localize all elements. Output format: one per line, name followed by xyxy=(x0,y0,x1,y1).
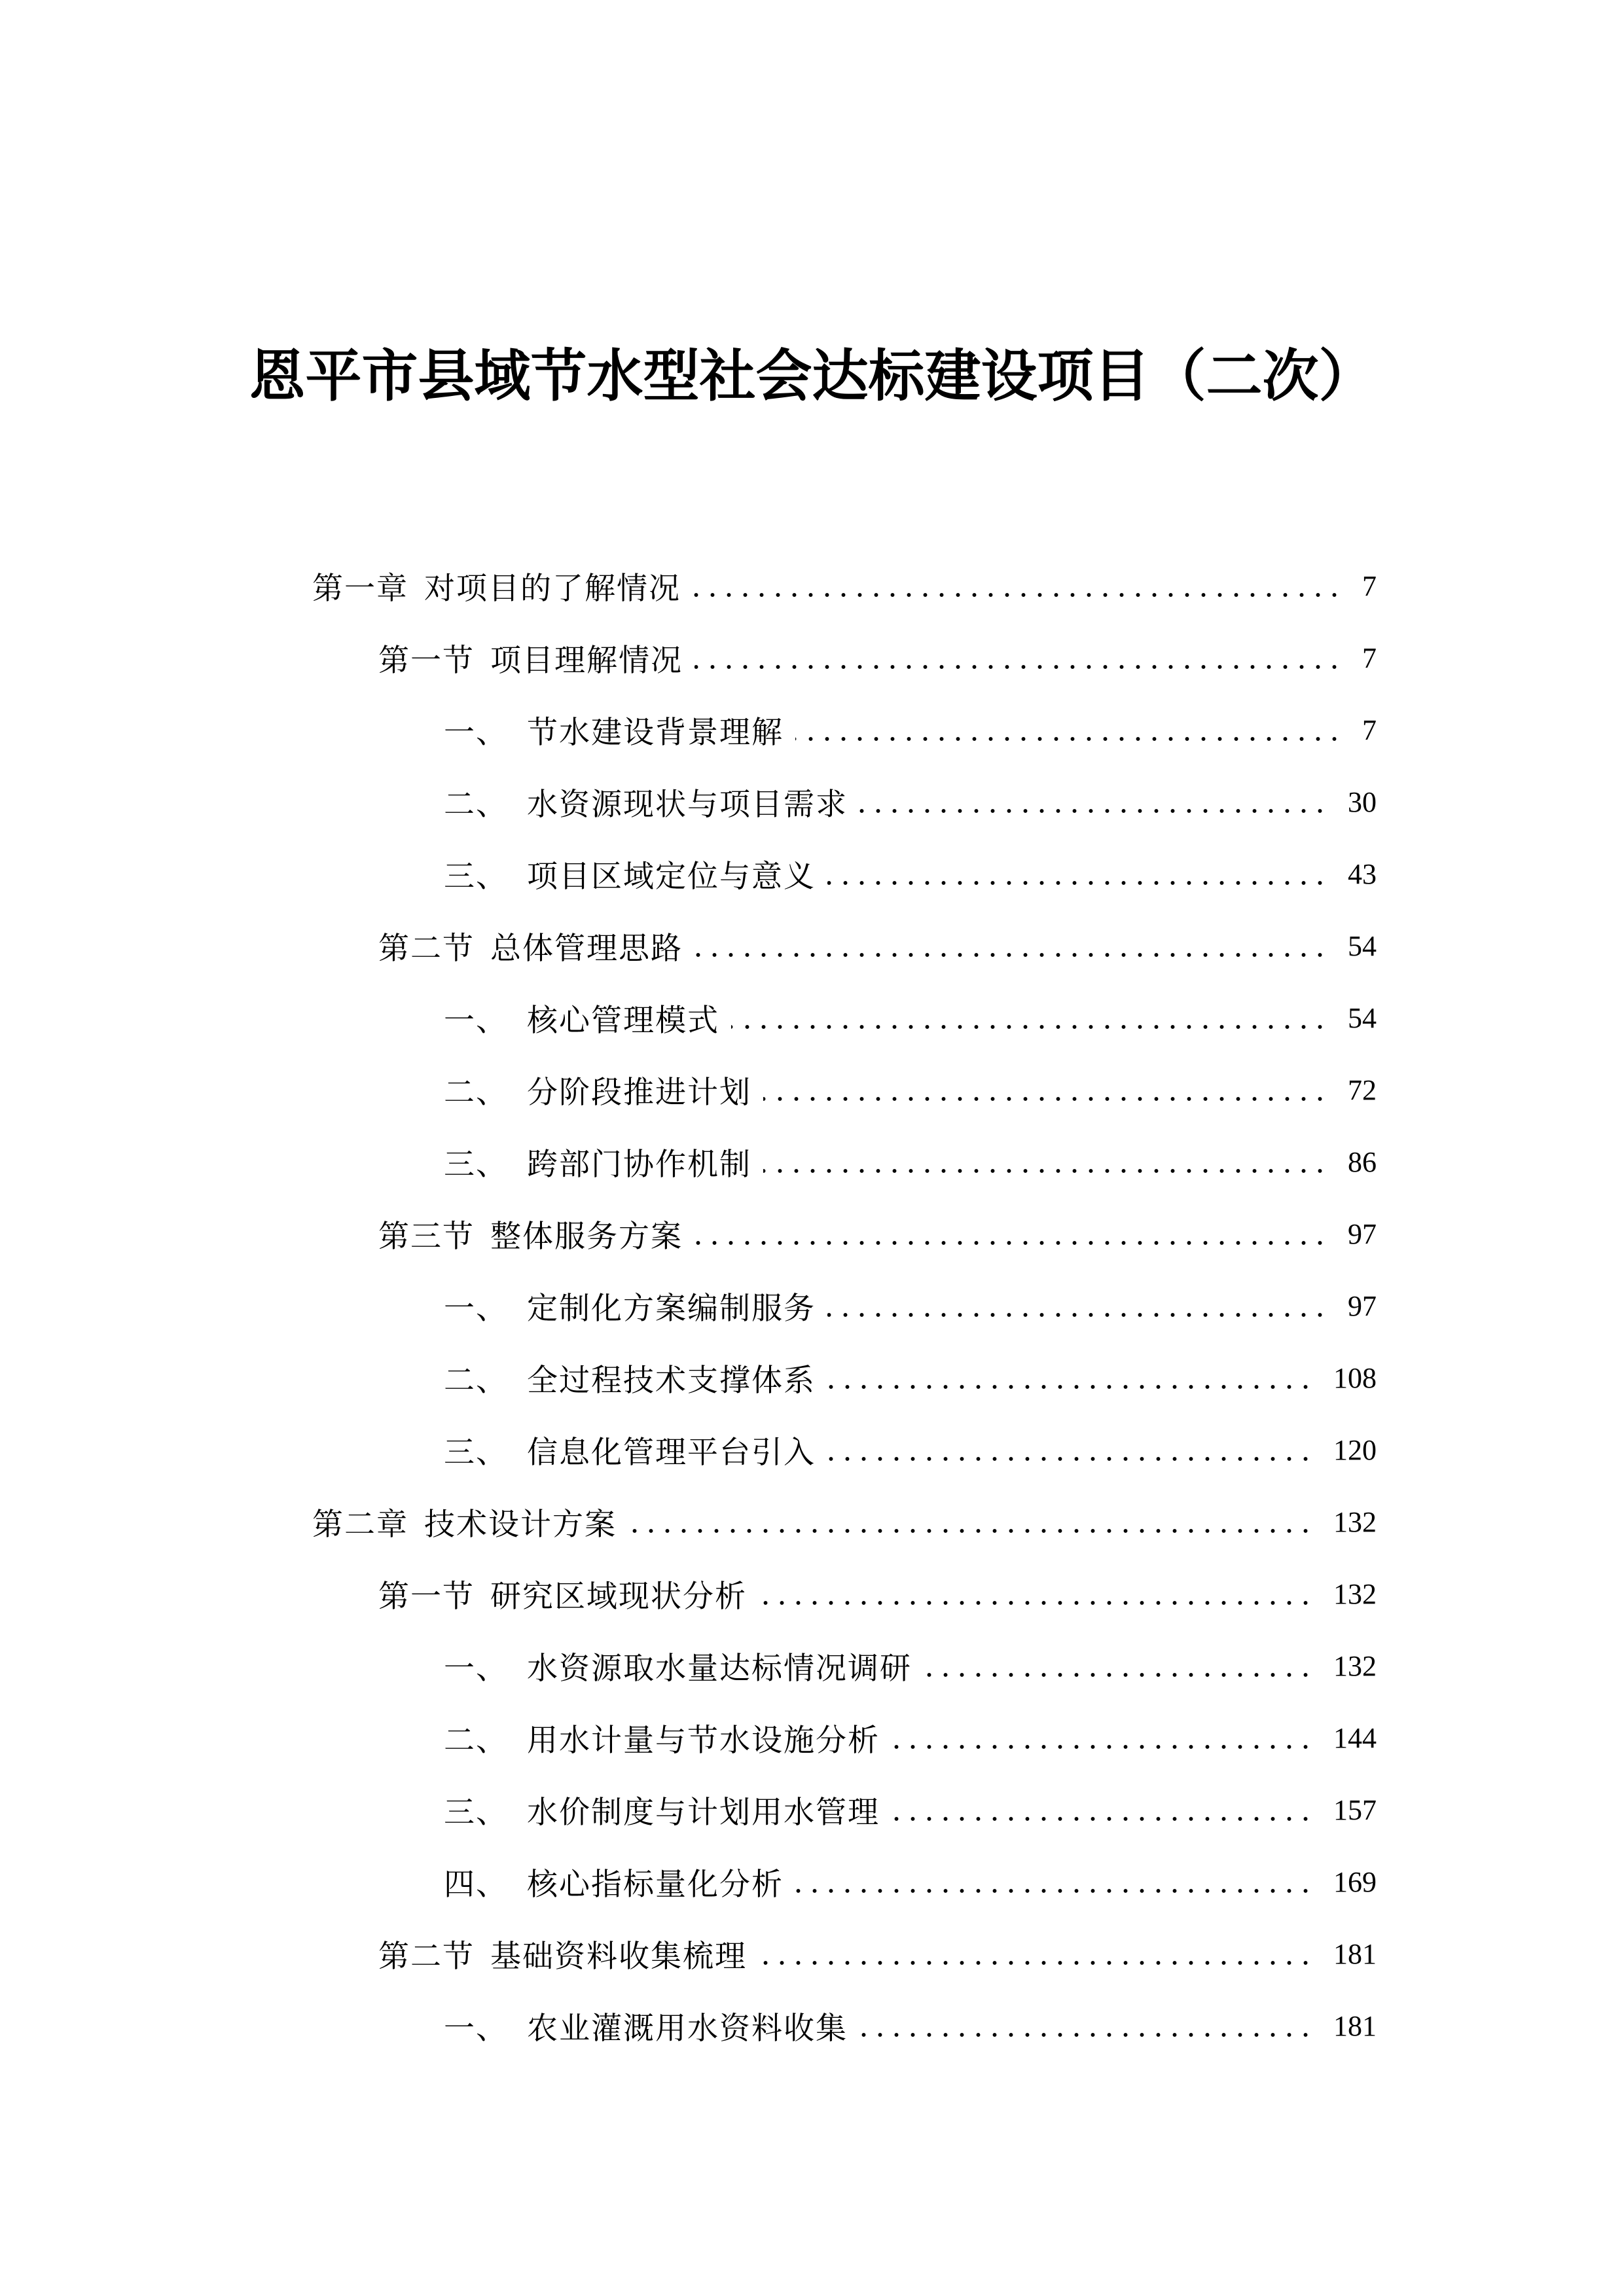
dot-leader xyxy=(892,1742,1314,1751)
toc-label xyxy=(444,1644,912,1688)
toc-entry-number: 二、 xyxy=(444,786,508,823)
toc-entry-number: 第三节 xyxy=(378,1218,475,1255)
toc-entry-item[interactable] xyxy=(444,1414,1377,1486)
toc-entry-item[interactable] xyxy=(444,1342,1377,1414)
toc-entry-title: 核心管理模式 xyxy=(527,1002,719,1039)
toc-entry-page: 7 xyxy=(1362,713,1377,746)
toc-entry-number: 二、 xyxy=(444,1362,508,1399)
toc-label xyxy=(444,1788,880,1832)
toc-entry-number: 三、 xyxy=(444,858,508,895)
toc-entry-title: 项目理解情况 xyxy=(490,642,683,679)
dot-leader xyxy=(795,734,1343,744)
toc-label xyxy=(312,564,681,608)
toc-entry-item[interactable] xyxy=(444,1630,1377,1702)
toc-label xyxy=(378,924,683,968)
toc-entry-page: 144 xyxy=(1333,1721,1377,1754)
dot-leader xyxy=(827,878,1328,888)
dot-leader xyxy=(759,1958,1314,1967)
toc-entry-item[interactable] xyxy=(444,1054,1377,1126)
toc-label xyxy=(444,1068,751,1112)
toc-entry-page: 97 xyxy=(1348,1217,1377,1250)
toc-entry-title: 基础资料收集梳理 xyxy=(490,1938,747,1975)
toc-entry-chapter[interactable] xyxy=(312,550,1377,622)
toc-entry-number: 第二章 xyxy=(312,1506,408,1543)
toc-label xyxy=(378,1572,747,1616)
dot-leader xyxy=(628,1526,1314,1535)
toc-label xyxy=(444,1356,816,1400)
toc-entry-title: 对项目的了解情况 xyxy=(424,570,681,607)
toc-entry-number: 一、 xyxy=(444,2010,508,2047)
toc-entry-number: 二、 xyxy=(444,1722,508,1759)
dot-leader xyxy=(731,1022,1328,1031)
dot-leader xyxy=(759,1598,1314,1607)
toc-label xyxy=(378,636,683,680)
toc-entry-page: 54 xyxy=(1348,929,1377,962)
toc-entry-item[interactable] xyxy=(444,1846,1377,1918)
document-title: 恩平市县域节水型社会达标建设项目（二次） xyxy=(249,343,1375,409)
toc-entry-item[interactable] xyxy=(444,1270,1377,1342)
toc-label xyxy=(444,996,719,1040)
toc-entry-number: 三、 xyxy=(444,1146,508,1183)
toc-entry-section[interactable] xyxy=(378,1198,1377,1270)
toc-label xyxy=(444,2004,848,2048)
toc-entry-title: 跨部门协作机制 xyxy=(527,1146,751,1183)
toc-entry-title: 农业灌溉用水资料收集 xyxy=(527,2010,848,2047)
toc-entry-number: 二、 xyxy=(444,1074,508,1111)
toc-entry-section[interactable] xyxy=(378,622,1377,694)
toc-label xyxy=(444,1860,784,1904)
dot-leader xyxy=(693,590,1343,600)
toc-entry-page: 157 xyxy=(1333,1793,1377,1826)
dot-leader xyxy=(859,806,1328,816)
toc-entry-page: 181 xyxy=(1333,1937,1377,1970)
toc-entry-section[interactable] xyxy=(378,1918,1377,1990)
toc-label xyxy=(444,1284,816,1328)
toc-entry-title: 核心指标量化分析 xyxy=(527,1866,784,1903)
dot-leader xyxy=(695,662,1343,672)
dot-leader xyxy=(763,1166,1328,1175)
dot-leader xyxy=(695,950,1328,960)
dot-leader xyxy=(795,1886,1314,1895)
toc-label xyxy=(444,852,816,896)
toc-entry-title: 水资源现状与项目需求 xyxy=(527,786,848,823)
toc-entry-title: 定制化方案编制服务 xyxy=(527,1290,816,1327)
toc-label xyxy=(378,1932,747,1976)
toc-entry-page: 7 xyxy=(1362,569,1377,602)
dot-leader xyxy=(924,1670,1314,1679)
toc-entry-title: 研究区域现状分析 xyxy=(490,1578,747,1615)
toc-entry-page: 54 xyxy=(1348,1001,1377,1034)
toc-label xyxy=(444,708,784,752)
toc-entry-number: 一、 xyxy=(444,1002,508,1039)
toc-entry-page: 169 xyxy=(1333,1865,1377,1898)
toc-entry-number: 第一章 xyxy=(312,570,408,607)
toc-entry-title: 技术设计方案 xyxy=(424,1506,617,1543)
toc-entry-item[interactable] xyxy=(444,1126,1377,1198)
toc-entry-section[interactable] xyxy=(378,910,1377,982)
toc-entry-page: 181 xyxy=(1333,2009,1377,2042)
toc-entry-number: 一、 xyxy=(444,1650,508,1687)
toc-label xyxy=(444,780,848,824)
toc-entry-item[interactable] xyxy=(444,982,1377,1054)
toc-entry-number: 第二节 xyxy=(378,930,475,967)
toc-entry-page: 7 xyxy=(1362,641,1377,674)
toc-entry-item[interactable] xyxy=(444,1702,1377,1774)
toc-entry-page: 86 xyxy=(1348,1145,1377,1178)
toc-label xyxy=(444,1716,880,1760)
toc-entry-title: 用水计量与节水设施分析 xyxy=(527,1722,880,1759)
toc-entry-item[interactable] xyxy=(444,838,1377,910)
dot-leader xyxy=(827,1382,1314,1391)
toc-entry-page: 97 xyxy=(1348,1289,1377,1322)
dot-leader xyxy=(695,1238,1328,1247)
toc-entry-section[interactable] xyxy=(378,1558,1377,1630)
toc-entry-title: 水价制度与计划用水管理 xyxy=(527,1794,880,1831)
dot-leader xyxy=(827,1310,1328,1319)
dot-leader xyxy=(827,1454,1314,1463)
toc-entry-item[interactable] xyxy=(444,694,1377,766)
toc-entry-page: 72 xyxy=(1348,1073,1377,1106)
toc-entry-title: 分阶段推进计划 xyxy=(527,1074,751,1111)
toc-entry-number: 三、 xyxy=(444,1434,508,1471)
toc-entry-item[interactable] xyxy=(444,1774,1377,1846)
toc-entry-title: 水资源取水量达标情况调研 xyxy=(527,1650,912,1687)
toc-entry-item[interactable] xyxy=(444,1990,1377,2062)
toc-entry-page: 43 xyxy=(1348,857,1377,890)
toc-entry-number: 一、 xyxy=(444,714,508,751)
dot-leader xyxy=(859,2030,1314,2039)
toc-entry-chapter[interactable] xyxy=(312,1486,1377,1558)
toc-entry-page: 30 xyxy=(1348,785,1377,818)
toc-entry-title: 信息化管理平台引入 xyxy=(527,1434,816,1471)
dot-leader xyxy=(892,1814,1314,1823)
toc-entry-title: 节水建设背景理解 xyxy=(527,714,784,751)
toc-label xyxy=(312,1500,617,1544)
toc-entry-number: 三、 xyxy=(444,1794,508,1831)
toc-entry-page: 132 xyxy=(1333,1505,1377,1538)
dot-leader xyxy=(763,1094,1328,1103)
toc-entry-page: 120 xyxy=(1333,1433,1377,1466)
toc-label xyxy=(444,1428,816,1472)
toc-entry-page: 132 xyxy=(1333,1649,1377,1682)
toc-entry-item[interactable] xyxy=(444,766,1377,838)
toc-entry-page: 108 xyxy=(1333,1361,1377,1394)
toc-entry-title: 全过程技术支撑体系 xyxy=(527,1362,816,1399)
toc-entry-title: 总体管理思路 xyxy=(490,930,683,967)
toc-entry-number: 四、 xyxy=(444,1866,508,1903)
toc-entry-title: 整体服务方案 xyxy=(490,1218,683,1255)
toc-entry-number: 第一节 xyxy=(378,642,475,679)
toc-entry-number: 一、 xyxy=(444,1290,508,1327)
toc-entry-number: 第二节 xyxy=(378,1938,475,1975)
toc-label xyxy=(378,1212,683,1256)
toc-entry-title: 项目区域定位与意义 xyxy=(527,858,816,895)
toc-label xyxy=(444,1140,751,1184)
toc-entry-number: 第一节 xyxy=(378,1578,475,1615)
toc-entry-page: 132 xyxy=(1333,1577,1377,1610)
